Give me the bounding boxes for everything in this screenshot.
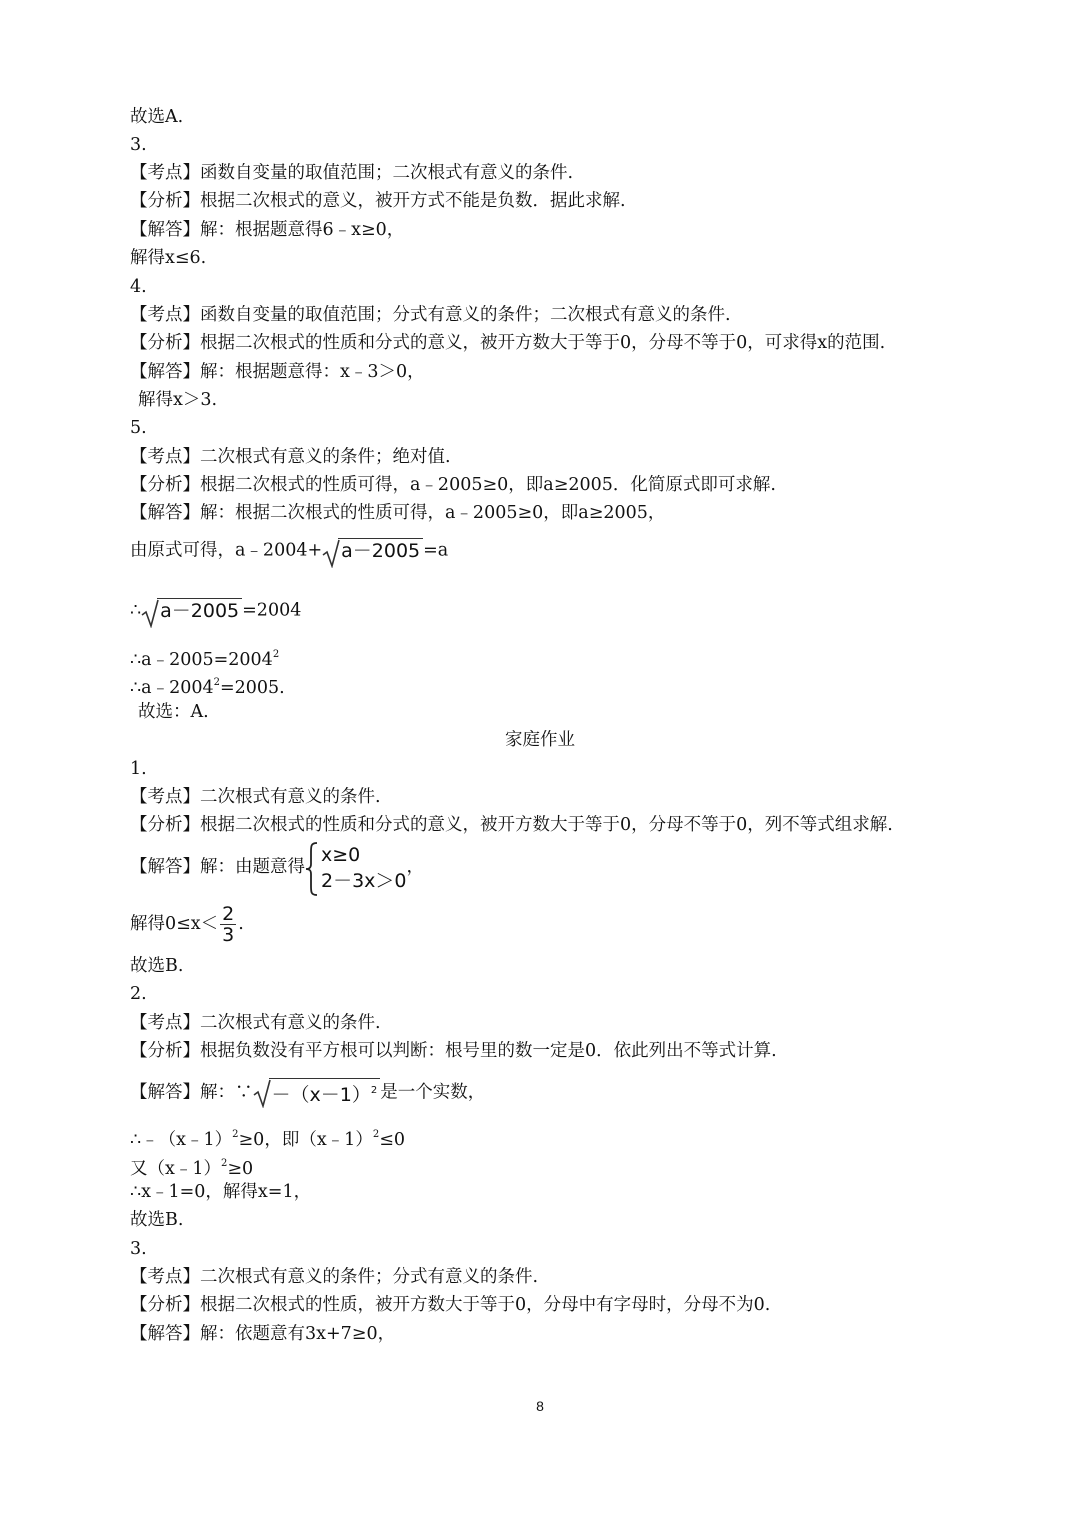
equation-line bbox=[130, 902, 244, 946]
kaodian-line: 【考点】二次根式有意义的条件. bbox=[130, 1013, 381, 1033]
radicand bbox=[269, 1078, 381, 1107]
text-segment: ∴a﹣2005=2004 bbox=[130, 650, 273, 670]
fenxi-line: 【分析】根据负数没有平方根可以判断：根号里的数一定是0．依此列出不等式计算. bbox=[130, 1041, 777, 1061]
equation-line bbox=[130, 598, 301, 624]
equation-line bbox=[130, 538, 448, 564]
section-heading: 家庭作业 bbox=[505, 730, 575, 750]
jieda-line: 【解答】解：根据二次根式的性质可得，a﹣2005≥0，即a≥2005， bbox=[130, 503, 666, 523]
numerator: 2 bbox=[222, 903, 235, 925]
therefore-symbol: ∴ bbox=[130, 600, 142, 621]
text-segment: 【解答】解：∵ bbox=[130, 1082, 253, 1103]
equation-line bbox=[130, 1123, 405, 1152]
page-number: 8 bbox=[536, 1398, 544, 1414]
text-line: 故选A. bbox=[130, 107, 184, 127]
radicand: a－2005 bbox=[338, 538, 423, 563]
fenxi-line: 【分析】根据二次根式的性质可得，a﹣2005≥0，即a≥2005．化简原式即可求解. bbox=[130, 475, 776, 495]
text-line: ∴x﹣1=0，解得x=1， bbox=[130, 1182, 312, 1202]
jieda-line: 【解答】解：根据题意得：x﹣3＞0， bbox=[130, 362, 425, 382]
exponent: 2 bbox=[232, 1129, 239, 1140]
exponent: 2 bbox=[221, 1158, 228, 1169]
kaodian-line: 【考点】二次根式有意义的条件；分式有意义的条件. bbox=[130, 1267, 539, 1287]
text-line: 故选：A. bbox=[138, 702, 209, 722]
text-line: 故选B. bbox=[130, 1210, 184, 1230]
radical-expression bbox=[253, 1078, 381, 1108]
inequality-top: x≥0 bbox=[321, 843, 361, 866]
text-segment: . bbox=[238, 914, 244, 934]
text-segment: 解得0≤x＜ bbox=[130, 914, 219, 934]
radical-sign-icon bbox=[141, 598, 161, 628]
radical-expression bbox=[141, 598, 242, 624]
text-segment: =2004 bbox=[242, 600, 302, 621]
text-line: 解得x≤6. bbox=[130, 248, 207, 268]
inequality-system bbox=[305, 842, 407, 894]
jieda-line bbox=[130, 1078, 485, 1108]
kaodian-line: 【考点】函数自变量的取值范围；分式有意义的条件；二次根式有意义的条件. bbox=[130, 305, 731, 325]
text-segment: =a bbox=[423, 540, 449, 561]
fenxi-line: 【分析】根据二次根式的性质和分式的意义，被开方数大于等于0，分母不等于0，可求得x的范围. bbox=[130, 333, 886, 353]
text-segment: ≥0 bbox=[227, 1159, 254, 1179]
question-number: 3. bbox=[130, 1239, 147, 1259]
text-segment: 又（x﹣1） bbox=[130, 1159, 222, 1179]
inequality-bottom: 2－3x＞0 bbox=[321, 869, 407, 892]
exponent: 2 bbox=[272, 649, 280, 660]
jieda-line: 【解答】解：根据题意得6﹣x≥0， bbox=[130, 220, 405, 240]
radical-sign-icon bbox=[253, 1078, 273, 1108]
question-number: 5. bbox=[130, 418, 147, 438]
text-segment: ， bbox=[406, 857, 425, 877]
equation-line bbox=[130, 643, 279, 672]
radical-sign-icon bbox=[322, 538, 342, 568]
text-segment: ∴a﹣2004 bbox=[130, 678, 214, 698]
text-line: 故选B. bbox=[130, 956, 184, 976]
text-segment: ≤0 bbox=[379, 1130, 406, 1150]
jieda-line bbox=[130, 839, 424, 895]
text-line: 解得x＞3. bbox=[138, 390, 218, 410]
question-number: 3. bbox=[130, 135, 147, 155]
kaodian-line: 【考点】二次根式有意义的条件；绝对值. bbox=[130, 447, 451, 467]
text-segment: 由原式可得，a﹣2004+ bbox=[130, 540, 323, 561]
equation-line bbox=[130, 671, 285, 700]
radical-expression bbox=[322, 538, 423, 564]
kaodian-line: 【考点】函数自变量的取值范围；二次根式有意义的条件. bbox=[130, 163, 574, 183]
text-segment: =2005. bbox=[219, 678, 285, 698]
fenxi-line: 【分析】根据二次根式的性质和分式的意义，被开方数大于等于0，分母不等于0，列不等式组求解. bbox=[130, 815, 893, 835]
text-segment: 是一个实数， bbox=[380, 1082, 486, 1103]
radicand-text: －（x－1） bbox=[271, 1084, 371, 1106]
text-segment: ∴﹣（x﹣1） bbox=[130, 1130, 233, 1150]
exponent: 2 bbox=[370, 1085, 378, 1096]
left-brace-icon bbox=[305, 842, 319, 896]
fenxi-line: 【分析】根据二次根式的意义，被开方式不能是负数．据此求解. bbox=[130, 191, 626, 211]
text-segment: ≥0，即（x﹣1） bbox=[238, 1130, 373, 1150]
exponent: 2 bbox=[213, 677, 220, 688]
radicand: a－2005 bbox=[157, 598, 242, 623]
equation-line bbox=[130, 1152, 253, 1181]
denominator: 3 bbox=[222, 924, 235, 946]
fraction bbox=[220, 904, 236, 945]
kaodian-line: 【考点】二次根式有意义的条件. bbox=[130, 787, 381, 807]
text-segment: 【解答】解：由题意得 bbox=[130, 857, 305, 877]
exponent: 2 bbox=[372, 1129, 380, 1140]
question-number: 2. bbox=[130, 984, 147, 1004]
fenxi-line: 【分析】根据二次根式的性质，被开方数大于等于0，分母中有字母时，分母不为0. bbox=[130, 1295, 771, 1315]
jieda-line: 【解答】解：依题意有3x+7≥0， bbox=[130, 1324, 396, 1344]
question-number: 4. bbox=[130, 277, 147, 297]
question-number: 1. bbox=[130, 759, 147, 779]
